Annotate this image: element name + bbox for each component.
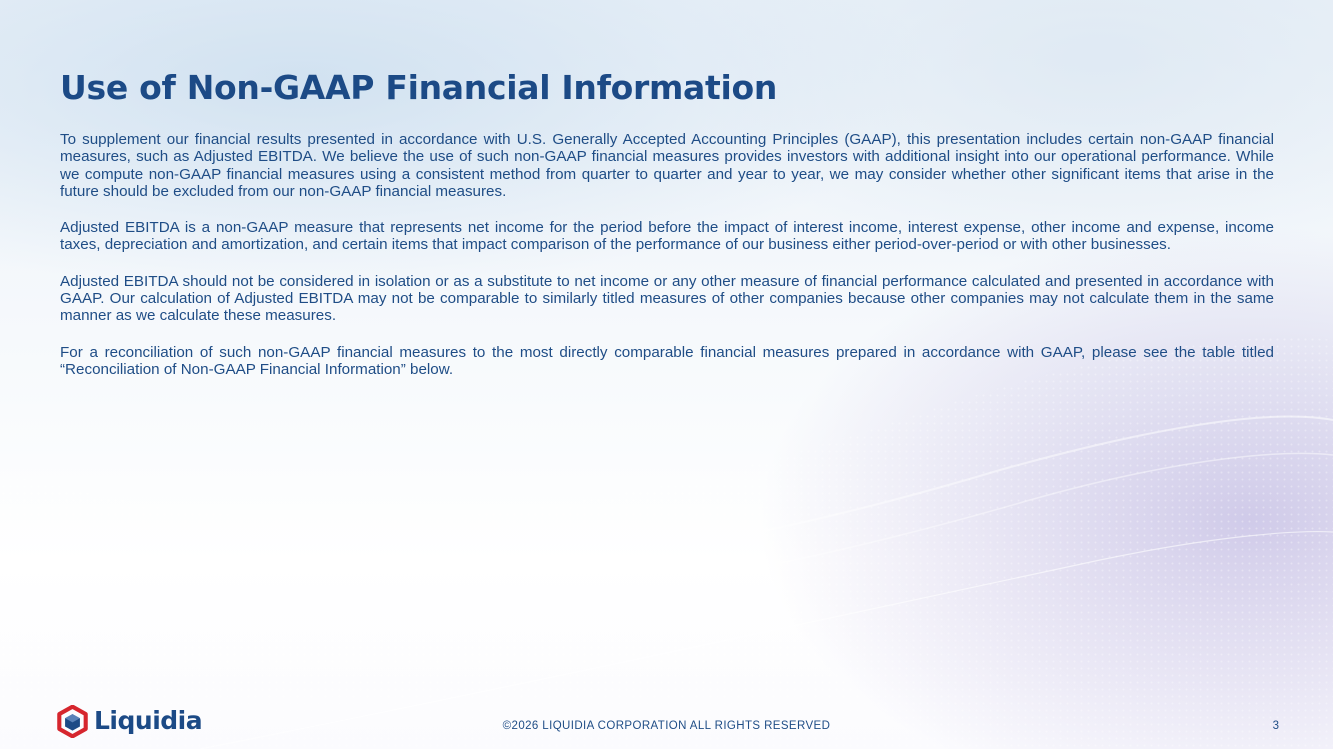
slide-title: Use of Non-GAAP Financial Information [60, 68, 778, 107]
paragraph-reconciliation: For a reconciliation of such non-GAAP financial measures to the most directly comparable financial measures prepared in accordance with GAAP, please see the table titled “Reconciliation of Non-GAAP Financial Information” below. [60, 343, 1274, 378]
company-logo [56, 704, 202, 738]
copyright-notice: ©2026 LIQUIDIA CORPORATION ALL RIGHTS RESERVED [502, 720, 831, 732]
paragraph-adjusted-ebitda-definition: Adjusted EBITDA is a non-GAAP measure that represents net income for the period before the impact of interest income, interest expense, other income and expense, income taxes, depreciation and amortization, and certain items that impact comparison of the performance of our business either period-over-period or with other businesses. [60, 219, 1274, 254]
page-number: 3 [1272, 720, 1279, 732]
liquidia-hexagon-logo-icon [56, 705, 89, 738]
paragraph-supplement: To supplement our financial results presented in accordance with U.S. Generally Accepted Accounting Principles (GAAP), this presentation includes certain non-GAAP financial measures, such as Adjusted EBITDA. We believe the use of such non-GAAP financial measures provides investors with additional insight into our operational performance. While we compute non-GAAP financial measures using a consistent method from quarter to quarter and year to year, we may consider whether other significant items that arise in the future should be excluded from our non-GAAP financial measures. [60, 131, 1274, 200]
body-text [60, 131, 1274, 397]
logo-wordmark: Liquidia [94, 706, 203, 735]
paragraph-adjusted-ebitda-limitations: Adjusted EBITDA should not be considered in isolation or as a substitute to net income or any other measure of financial performance calculated and presented in accordance with GAAP. Our calculation of Adjusted EBITDA may not be comparable to similarly titled measures of other companies because other companies may not calculate them in the same manner as we calculate these measures. [60, 272, 1274, 325]
